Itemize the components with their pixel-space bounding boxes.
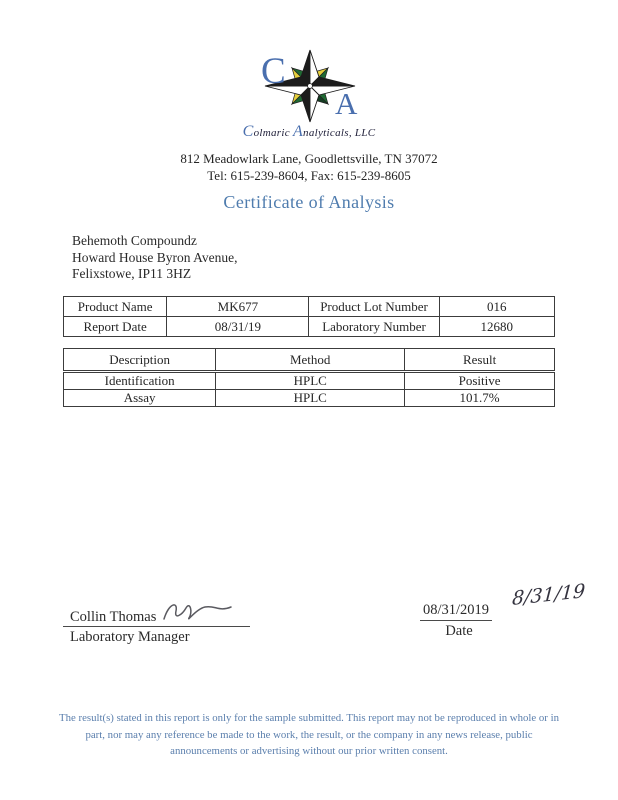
- product-name-label: Product Name: [64, 297, 167, 317]
- result-method: HPLC: [216, 390, 405, 407]
- date-label: Date: [445, 623, 473, 639]
- logo-letter-c: C: [261, 51, 286, 92]
- lab-number-value: 12680: [439, 317, 554, 337]
- product-name-value: MK677: [167, 297, 309, 317]
- company-name-part: nalyticals: [303, 127, 349, 139]
- results-table-header: [63, 348, 555, 371]
- signer-role: Laboratory Manager: [70, 629, 190, 645]
- recipient-name: Behemoth Compoundz: [72, 233, 197, 248]
- recipient-street: Howard House Byron Avenue,: [72, 249, 238, 265]
- lab-number-label: Laboratory Number: [309, 317, 439, 337]
- document-title: Certificate of Analysis: [223, 192, 395, 212]
- footer-disclaimer: The result(s) stated in this report is only for the sample submitted. This report may not be reproduced in whole or in part, nor may any reference be made to the work, the result, or the company in any news release, public announcements or advertising without our prior written consent.: [59, 712, 559, 758]
- table-row: [64, 297, 555, 317]
- result-method: HPLC: [216, 373, 405, 390]
- method-header: Method: [216, 349, 405, 371]
- table-row: [64, 373, 555, 390]
- handwritten-signature-icon: [161, 599, 239, 625]
- signature-block: [63, 597, 250, 646]
- company-name: [0, 123, 618, 141]
- report-date-label: Report Date: [64, 317, 167, 337]
- date-typed: 08/31/2019: [420, 602, 492, 621]
- results-table-body: [63, 372, 555, 407]
- signature-line: [63, 597, 250, 627]
- product-lot-label: Product Lot Number: [309, 297, 439, 317]
- description-header: Description: [64, 349, 216, 371]
- company-name-part: olmaric: [253, 127, 293, 139]
- company-phone-fax: Tel: 615-239-8604, Fax: 615-239-8605: [207, 168, 411, 183]
- product-info-table: [63, 296, 555, 337]
- company-name-suffix: , LLC: [348, 127, 376, 139]
- company-name-initial: C: [242, 123, 254, 140]
- date-block: [420, 580, 586, 640]
- product-lot-value: 016: [439, 297, 554, 317]
- table-row: [64, 390, 555, 407]
- signer-name: Collin Thomas: [70, 609, 157, 625]
- recipient-city: Felixstowe, IP11 3HZ: [72, 266, 192, 281]
- table-row: [64, 349, 555, 371]
- company-address: 812 Meadowlark Lane, Goodlettsville, TN 37072: [180, 151, 438, 166]
- table-row: [64, 317, 555, 337]
- result-header: Result: [405, 349, 555, 371]
- handwritten-date: 8/31/19: [511, 580, 586, 610]
- compass-center-dot: [308, 84, 313, 89]
- logo-letter-a: A: [335, 86, 358, 121]
- result-value: 101.7%: [405, 390, 555, 407]
- company-name-initial: A: [292, 123, 304, 140]
- report-date-value: 08/31/19: [167, 317, 309, 337]
- result-description: Assay: [64, 390, 216, 407]
- result-description: Identification: [64, 373, 216, 390]
- result-value: Positive: [405, 373, 555, 390]
- recipient-address-block: [72, 233, 237, 283]
